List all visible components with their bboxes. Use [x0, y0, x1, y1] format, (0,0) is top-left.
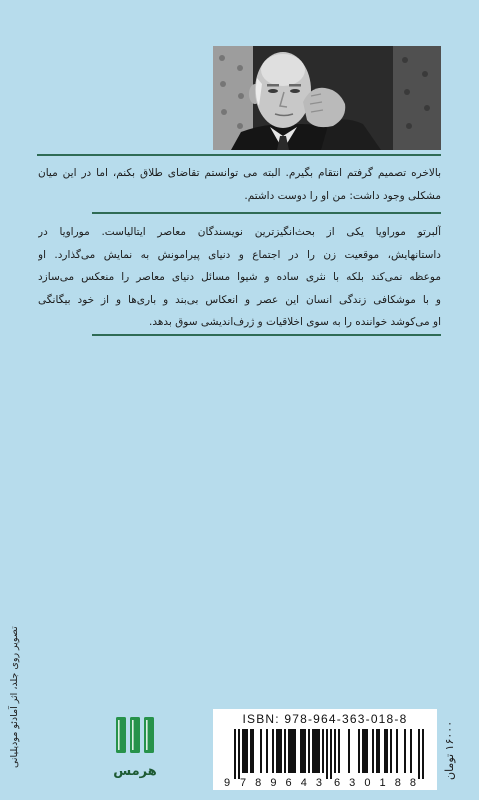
blurb-line-3: موعظه نمی‌کند بلکه با نثری ساده و شیوا مسائل دنیای معاصر را منعکس می‌سازد — [38, 271, 441, 283]
blurb-line-5: او می‌کوشد خواننده را به سوی اخلاقیات و ژرف‌اندیشی سوق بدهد. — [148, 316, 441, 328]
barcode-bar — [396, 729, 398, 773]
barcode-bar — [322, 729, 324, 773]
barcode-bar — [288, 729, 296, 773]
barcode-bar — [276, 729, 282, 773]
barcode-bar — [308, 729, 310, 773]
quote-block — [38, 162, 441, 208]
barcode-label — [213, 709, 437, 790]
author-photo — [213, 46, 441, 150]
barcode-bar — [404, 729, 406, 773]
barcode-guard-bar — [234, 729, 236, 779]
photo-chair-tuft — [237, 65, 243, 71]
photo-chair-tuft — [221, 109, 227, 115]
blurb-line-4: و با موشکافی زندگی انسان این عصر و انعکاس بی‌بند و باری‌ها و از خود بیگانگی — [38, 293, 441, 306]
photo-chair-tuft — [422, 71, 428, 77]
barcode-bar — [362, 729, 368, 773]
photo-chair-right-panel — [393, 46, 441, 150]
photo-forehead — [261, 54, 305, 86]
barcode-bar — [410, 729, 412, 773]
divider-rule-top — [37, 154, 441, 156]
photo-eyebrow — [289, 84, 301, 87]
quote-line-1: بالاخره تصمیم گرفتم انتقام بگیرم. البته می توانستم تقاضای طلاق بکنم، اما در این میان — [38, 167, 441, 179]
photo-chair-tuft — [402, 57, 408, 63]
price-label: ۱۶۰۰۰ تومان — [443, 720, 456, 780]
divider-rule-middle — [92, 212, 441, 214]
barcode-right-digits: 630188 — [334, 777, 416, 788]
blurb-line-1: آلبرتو موراویا یکی از بحث‌انگیزترین نویسندگان معاصر ایتالیاست. موراویا در — [38, 226, 441, 238]
cover-credit: تصویر روی جلد، اثر آمادئو مودیلیانی — [9, 626, 20, 768]
photo-chair-tuft — [219, 55, 225, 61]
barcode-bar — [390, 729, 392, 773]
barcode-bar — [312, 729, 320, 773]
photo-chair-tuft — [238, 93, 244, 99]
books-logo-icon — [113, 713, 157, 757]
logo-book-spine — [118, 720, 120, 750]
barcode — [222, 729, 428, 788]
logo-book-spine — [132, 720, 134, 750]
logo-book — [130, 717, 140, 753]
photo-eyebrow — [267, 84, 279, 87]
publisher-name: هرمس — [113, 764, 157, 779]
photo-chair-tuft — [406, 123, 412, 129]
barcode-bar — [376, 729, 380, 773]
barcode-guard-bar — [326, 729, 328, 779]
barcode-bar — [358, 729, 360, 773]
isbn-text: ISBN: 978-964-363-018-8 — [242, 712, 408, 726]
blurb-block — [38, 221, 441, 334]
barcode-bars — [234, 729, 424, 779]
barcode-bar — [250, 729, 254, 773]
publisher-logo — [113, 713, 157, 787]
logo-book — [116, 717, 126, 753]
barcode-bar — [272, 729, 274, 773]
barcode-bar — [242, 729, 248, 773]
blurb-line-2: داستانهایش، موقعیت زن را در اجتماع و دنیای پیرامونش به نمایش می‌گذارد. او — [38, 248, 441, 261]
barcode-guard-bar — [238, 729, 240, 779]
barcode-bar — [334, 729, 336, 773]
photo-chair-tuft — [220, 81, 226, 87]
quote-line-2: مشکلی وجود داشت: من او را دوست داشتم. — [244, 190, 441, 202]
divider-rule-bottom — [92, 334, 441, 336]
photo-chair-tuft — [237, 123, 243, 129]
barcode-bar — [338, 729, 340, 773]
barcode-first-digit: 9 — [223, 777, 231, 788]
photo-eye — [268, 89, 278, 93]
barcode-bar — [372, 729, 374, 773]
logo-book-spine — [146, 720, 148, 750]
barcode-guard-bar — [418, 729, 420, 779]
photo-chair-right — [393, 46, 441, 150]
barcode-bar — [284, 729, 286, 773]
barcode-bar — [384, 729, 388, 773]
barcode-left-digits: 789643 — [240, 777, 322, 788]
barcode-bar — [300, 729, 306, 773]
barcode-bar — [348, 729, 350, 773]
barcode-guard-bar — [422, 729, 424, 779]
author-photo-image — [213, 46, 441, 150]
logo-book — [144, 717, 154, 753]
photo-chair-tuft — [424, 105, 430, 111]
barcode-bar — [266, 729, 268, 773]
barcode-bar — [260, 729, 262, 773]
photo-chair-tuft — [404, 89, 410, 95]
barcode-guard-bar — [330, 729, 332, 779]
photo-eye — [290, 89, 300, 93]
